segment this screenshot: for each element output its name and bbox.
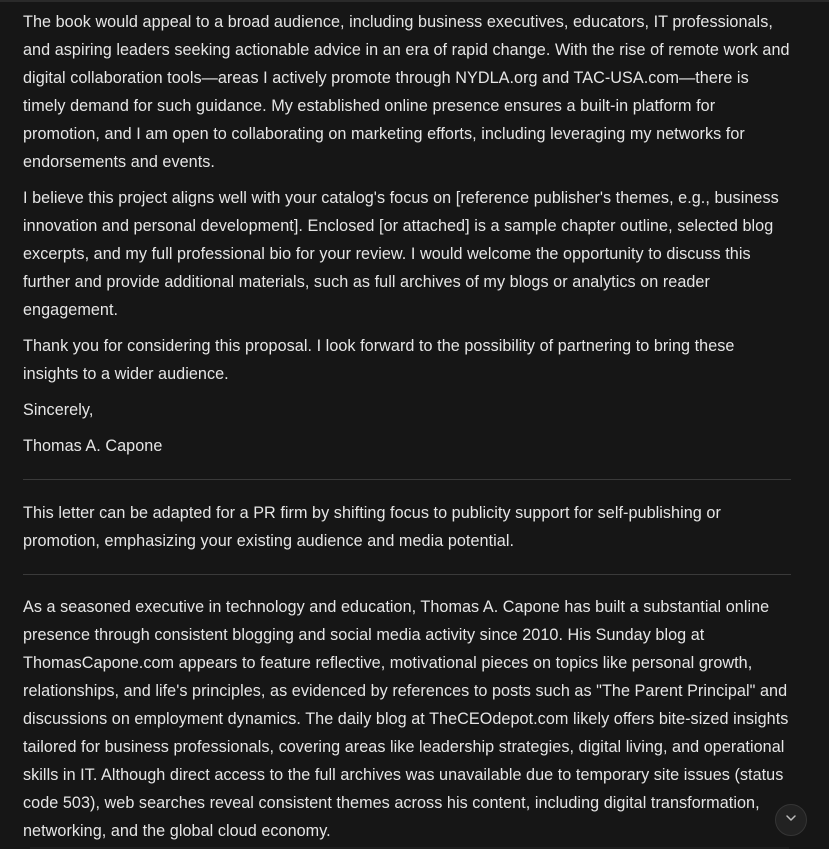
letter-signature: Thomas A. Capone — [23, 437, 163, 455]
top-edge — [0, 0, 829, 2]
scroll-to-bottom-button[interactable] — [775, 804, 807, 836]
response-content — [23, 8, 791, 849]
letter-paragraph-audience: The book would appeal to a broad audience, including business executives, educators, IT professionals, and aspiring leaders seeking actionable advice in an era of rapid change. With the rise of remote work and digital collaboration tools—areas I actively promote through NYDLA.org and TAC-USA.com—there is timely demand for such guidance. My established online presence ensures a built-in platform for promotion, and I am open to collaborating on marketing efforts, including leveraging my networks for endorsements and events. — [23, 13, 790, 171]
letter-closing: Sincerely, — [23, 401, 94, 419]
letter-paragraph-thanks: Thank you for considering this proposal. I look forward to the possibility of partnering to bring these insights to a wider audience. — [23, 337, 735, 383]
letter-paragraph-alignment: I believe this project aligns well with your catalog's focus on [reference publisher's themes, e.g., business innovation and personal development]. Enclosed [or attached] is a sample chapter outline, selected blog excerpts, and my full professional bio for your review. I would welcome the opportunity to discuss this further and provide additional materials, such as full archives of my blogs or analytics on reader engagement. — [23, 189, 779, 319]
adaptation-note: This letter can be adapted for a PR firm by shifting focus to publicity support for self-publishing or promotion, emphasizing your existing audience and media potential. — [23, 504, 721, 550]
summary-paragraph: As a seasoned executive in technology and education, Thomas A. Capone has built a substantial online presence through consistent blogging and social media activity since 2010. His Sunday blog at ThomasCapone.com appears to feature reflective, motivational pieces on topics like personal growth, relationships, and life's principles, as evidenced by references to posts such as "The Parent Principal" and discussions on employment dynamics. The daily blog at TheCEOdepot.com likely offers bite-sized insights tailored for business professionals, covering areas like leadership strategies, digital living, and operational skills in IT. Although direct access to the full archives was unavailable due to temporary site issues (status code 503), web searches reveal consistent themes across his content, including digital transformation, networking, and the global cloud economy. — [23, 598, 789, 840]
divider — [23, 574, 791, 575]
chevron-down-icon — [784, 811, 798, 830]
divider — [23, 479, 791, 480]
